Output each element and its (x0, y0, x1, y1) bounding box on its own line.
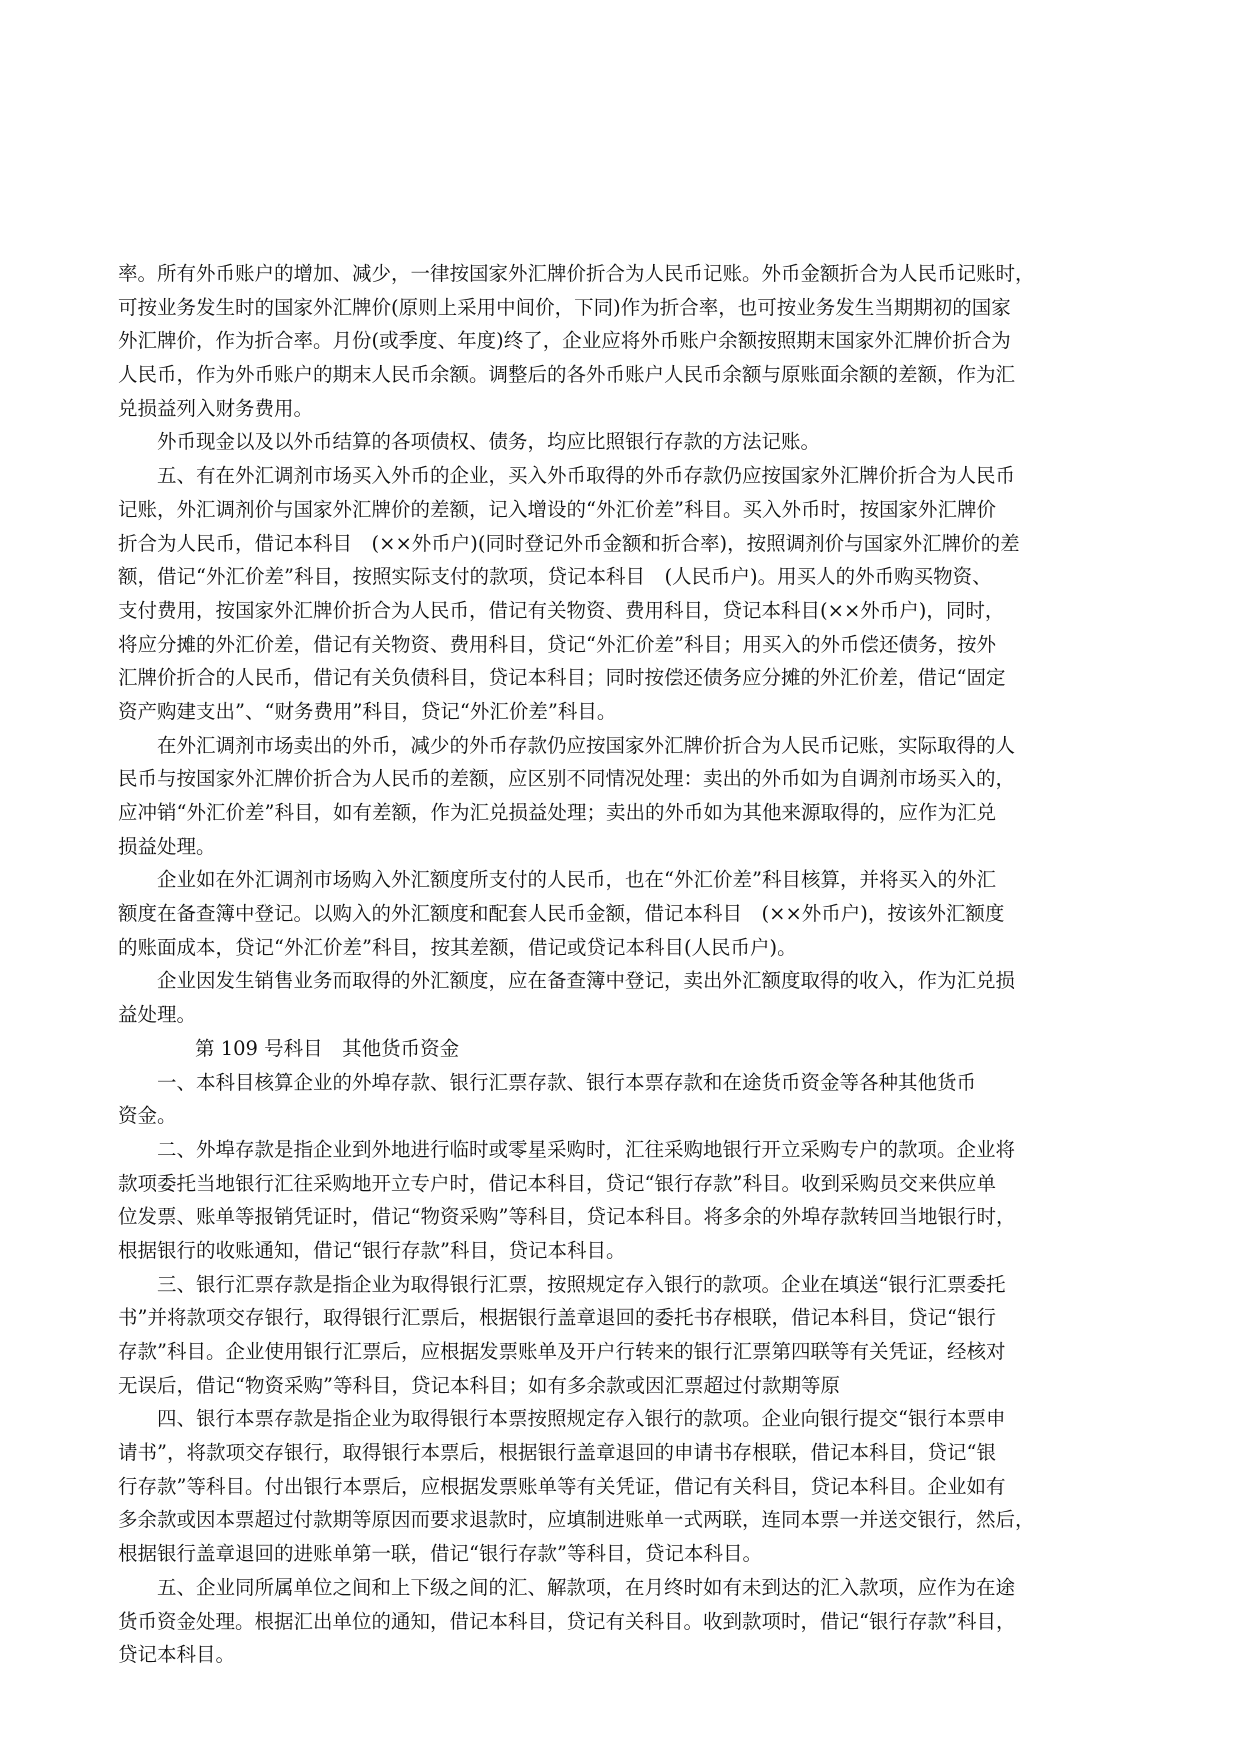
text-line: 一、本科目核算企业的外埠存款、银行汇票存款、银行本票存款和在途货币资金等各种其他货币 (157, 1070, 977, 1094)
text-line: 人民币，作为外币账户的期末人民币余额。调整后的各外币账户人民币余额与原账面余额的差额，作为汇 (118, 363, 1016, 387)
text-line: 存款”科目。企业使用银行汇票后，应根据发票账单及开户行转来的银行汇票第四联等有关凭证，经核对 (118, 1340, 1006, 1363)
text-line: 外币现金以及以外币结算的各项债权、债务，均应比照银行存款的方法记账。 (157, 430, 821, 454)
text-line: 额，借记“外汇价差”科目，按照实际支付的款项，贷记本科目 (人民币户)。用买人的外币购买物资、 (118, 565, 992, 589)
text-line: 货币资金处理。根据汇出单位的通知，借记本科目，贷记有关科目。收到款项时，借记“银行存款”科目， (118, 1609, 1016, 1633)
text-line: 位发票、账单等报销凭证时，借记“物资采购”等科目，贷记本科目。将多余的外埠存款转回当地银行时， (118, 1205, 1016, 1229)
text-line: 贷记本科目。 (118, 1643, 236, 1667)
text-line: 汇牌价折合的人民币，借记有关负债科目，贷记本科目；同时按偿还债务应分摊的外汇价差，借记“固定 (118, 666, 1006, 690)
text-line: 兑损益列入财务费用。 (118, 396, 314, 420)
text-line: 应冲销“外汇价差”科目，如有差额，作为汇兑损益处理；卖出的外币如为其他来源取得的，应作为汇兑 (118, 801, 996, 824)
text-line: 无误后，借记“物资采购”等科目，贷记本科目；如有多余款或因汇票超过付款期等原 (118, 1373, 840, 1397)
text-line: 书”并将款项交存银行，取得银行汇票后，根据银行盖章退回的委托书存根联，借记本科目，贷记“银行 (118, 1306, 996, 1330)
text-line: 企业如在外汇调剂市场购入外汇额度所支付的人民币，也在“外汇价差”科目核算，并将买入的外汇 (157, 868, 996, 892)
text-line: 将应分摊的外汇价差，借记有关物资、费用科目，贷记“外汇价差”科目；用买入的外币偿还债务，按外 (118, 632, 996, 656)
text-line: 企业因发生销售业务而取得的外汇额度，应在备查簿中登记，卖出外汇额度取得的收入，作为汇兑损 (157, 969, 1016, 993)
text-line: 资产购建支出”、“财务费用”科目，贷记“外汇价差”科目。 (118, 699, 617, 723)
text-line: 可按业务发生时的国家外汇牌价(原则上采用中间价，下同)作为折合率，也可按业务发生当期期初的国家 (118, 295, 1011, 319)
text-line: 根据银行盖章退回的进账单第一联，借记“银行存款”等科目，贷记本科目。 (118, 1542, 762, 1566)
text-line: 的账面成本，贷记“外汇价差”科目，按其差额，借记或贷记本科目(人民币户)。 (118, 935, 797, 959)
text-line: 民币与按国家外汇牌价折合为人民币的差额，应区别不同情况处理：卖出的外币如为自调剂市场买入的， (118, 767, 1016, 791)
text-line: 折合为人民币，借记本科目 (××外币户)(同时登记外币金额和折合率)，按照调剂价与国家外汇牌价的差 (118, 531, 1020, 555)
text-line: 率。所有外币账户的增加、减少，一律按国家外汇牌价折合为人民币记账。外币金额折合为人民币记账时， (118, 262, 1035, 285)
text-line: 在外汇调剂市场卖出的外币，减少的外币存款仍应按国家外汇牌价折合为人民币记账，实际取得的人 (157, 733, 1016, 757)
text-line: 记账，外汇调剂价与国家外汇牌价的差额，记入增设的“外汇价差”科目。买入外币时，按国家外汇牌价 (118, 497, 996, 521)
text-line: 五、有在外汇调剂市场买入外币的企业，买入外币取得的外币存款仍应按国家外汇牌价折合为人民币 (157, 464, 1016, 488)
text-line: 支付费用，按国家外汇牌价折合为人民币，借记有关物资、费用科目，贷记本科目(××外币户)，同时， (118, 598, 1005, 622)
text-line: 根据银行的收账通知，借记“银行存款”科目，贷记本科目。 (118, 1238, 626, 1262)
text-line: 行存款”等科目。付出银行本票后，应根据发票账单等有关凭证，借记有关科目，贷记本科目。企业如有 (118, 1474, 1006, 1498)
text-line: 外汇牌价，作为折合率。月份(或季度、年度)终了，企业应将外币账户余额按照期末国家外汇牌价折合为 (118, 329, 1011, 353)
text-line: 请书”，将款项交存银行，取得银行本票后，根据银行盖章退回的申请书存根联，借记本科目，贷记“银 (118, 1441, 996, 1465)
text-line: 多余款或因本票超过付款期等原因而要求退款时，应填制进账单一式两联，连同本票一并送交银行，然后， (118, 1508, 1035, 1532)
document-page (118, 257, 1148, 1672)
text-line: 四、银行本票存款是指企业为取得银行本票按照规定存入银行的款项。企业向银行提交“银行本票申 (157, 1407, 1006, 1431)
text-line: 额度在备查簿中登记。以购入的外汇额度和配套人民币金额，借记本科目 (××外币户)，按该外汇额度 (118, 902, 1005, 926)
text-line: 五、企业同所属单位之间和上下级之间的汇、解款项，在月终时如有未到达的汇入款项，应作为在途 (157, 1575, 1016, 1599)
text-line: 损益处理。 (118, 834, 216, 858)
text-line: 二、外埠存款是指企业到外地进行临时或零星采购时，汇往采购地银行开立采购专户的款项。企业将 (157, 1137, 1016, 1161)
text-line: 益处理。 (118, 1003, 197, 1027)
text-line: 款项委托当地银行汇往采购地开立专户时，借记本科目，贷记“银行存款”科目。收到采购员交来供应单 (118, 1171, 996, 1195)
section-heading: 第 109 号科目 其他货币资金 (195, 1036, 460, 1060)
text-line: 三、银行汇票存款是指企业为取得银行汇票，按照规定存入银行的款项。企业在填送“银行汇票委托 (157, 1272, 1006, 1296)
text-line: 资金。 (118, 1104, 177, 1128)
